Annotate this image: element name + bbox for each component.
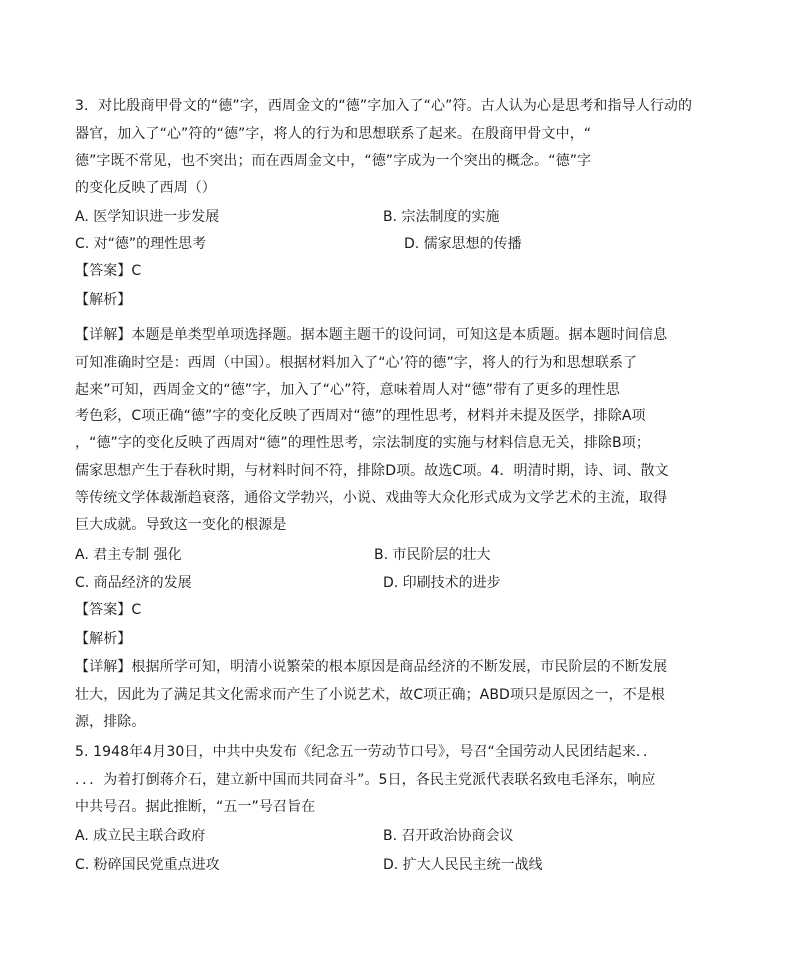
q3-detail-line-1: 【详解】本题是单类型单项选择题。据本题主题干的设问词，可知这是本质题。据本题时间信息 (75, 327, 668, 343)
q3-option-b: B. 宗法制度的实施 (383, 209, 500, 225)
q3-detail-line-3: 起来”可知，西周金文的“德”字，加入了“心”符，意味着周人对“德”带有了更多的理性思 (75, 382, 620, 398)
q4-detail-line-2: 壮大，因此为了满足其文化需求而产生了小说艺术，故C项正确；ABD项只是原因之一，不是根 (75, 687, 666, 703)
q5-stem-line-3: 中共号召。据此推断，“五一”号召旨在 (75, 799, 316, 815)
q3-detail-line-5: ，“德”字的变化反映了西周对“德”的理性思考，宗法制度的实施与材料信息无关，排除B项； (75, 435, 650, 451)
q3-analysis-label: 【解析】 (75, 292, 132, 308)
q4-option-a: A. 君主专制 强化 (75, 547, 182, 563)
q4-answer: 【答案】C (75, 602, 142, 618)
q3-stem-line-4: 的变化反映了西周（） (75, 180, 216, 196)
q3-detail-line-7: 等传统文学体裁渐趋衰落，通俗文学勃兴，小说、戏曲等大众化形式成为文学艺术的主流，取得 (75, 490, 668, 506)
q4-option-d: D. 印刷技术的进步 (383, 575, 501, 591)
q4-detail-line-1: 【详解】根据所学可知，明清小说繁荣的根本原因是商品经济的不断发展，市民阶层的不断发展 (75, 659, 668, 675)
q5-option-d: D. 扩大人民民主统一战线 (383, 857, 543, 873)
q4-detail-line-3: 源，排除。 (75, 714, 146, 730)
q3-option-d: D. 儒家思想的传播 (404, 236, 522, 252)
q5-option-b: B. 召开政治协商会议 (383, 828, 514, 844)
q3-detail-line-6: 儒家思想产生于春秋时期，与材料时间不符，排除D项。故选C项。4．明清时期，诗、词、散文 (75, 463, 669, 479)
q4-option-c: C. 商品经济的发展 (75, 575, 192, 591)
q3-stem-line-3: 德”字既不常见，也不突出；而在西周金文中，“德”字成为一个突出的概念。“德”字 (75, 153, 592, 169)
q3-detail-line-8: 巨大成就。导致这一变化的根源是 (75, 517, 287, 533)
q3-detail-line-4: 考色彩，C项正确“德”字的变化反映了西周对“德”的理性思考，材料并未提及医学，排除A项 (75, 408, 646, 424)
q3-detail-line-2: 可知准确时空是：西周（中国）。根据材料加入了“心’符的德”字，将人的行为和思想联系了 (75, 355, 638, 371)
q5-option-a: A. 成立民主联合政府 (75, 828, 206, 844)
q4-option-b: B. 市民阶层的壮大 (374, 547, 491, 563)
q3-stem-line-1: 3．对比殷商甲骨文的“德”字，西周金文的“德”字加入了“心”符。古人认为心是思考和指导人行动的 (75, 98, 693, 114)
q3-option-a: A. 医学知识进一步发展 (75, 209, 220, 225)
q5-stem-line-2: ．．．为着打倒蒋介石，建立新中国而共同奋斗”。5日，各民主党派代表联名致电毛泽东，响应 (75, 772, 656, 788)
q3-answer: 【答案】C (75, 263, 142, 279)
q3-option-c: C. 对“德”的理性思考 (75, 236, 207, 252)
q4-analysis-label: 【解析】 (75, 631, 132, 647)
q5-option-c: C. 粉碎国民党重点进攻 (75, 857, 220, 873)
q5-stem-line-1: 5. 1948年4月30日，中共中央发布《纪念五一劳动节口号》，号召“全国劳动人民团结起来．． (75, 744, 658, 760)
q3-stem-line-2: 器官，加入了“心”符的“德”字，将人的行为和思想联系了起来。在殷商甲骨文中，“ (75, 126, 592, 142)
